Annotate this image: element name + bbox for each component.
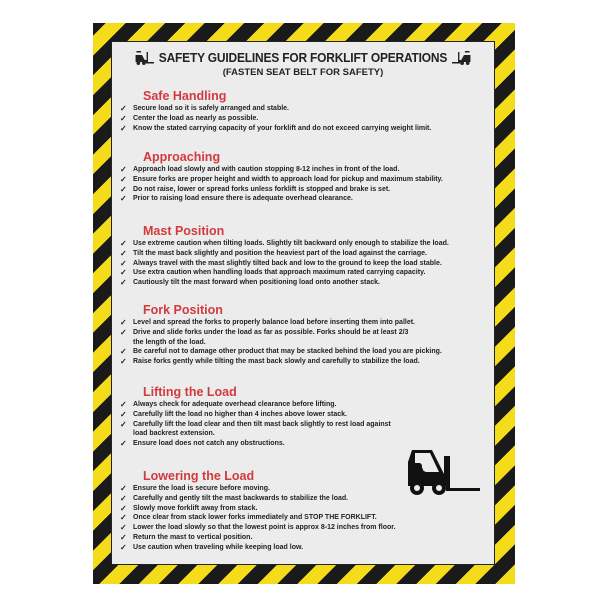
section-fork-position	[118, 303, 488, 367]
list-item-text: Return the mast to vertical position.	[133, 533, 253, 541]
list-item	[118, 400, 488, 410]
check-icon: ✓	[120, 327, 127, 337]
list-item	[118, 104, 488, 114]
list-item-text: Ensure forks are proper height and width to approach load for pickup and maximum stability.	[133, 175, 443, 183]
check-icon: ✓	[120, 409, 127, 419]
check-icon: ✓	[120, 239, 127, 248]
list-item	[118, 249, 488, 259]
list-item	[118, 410, 488, 420]
forklift-icon	[135, 51, 155, 65]
list-item-text: Once clear from stack lower forks immediately and STOP THE FORKLIFT.	[133, 514, 377, 522]
check-icon: ✓	[120, 532, 127, 542]
check-icon: ✓	[120, 268, 127, 278]
list-item-text: Level and spread the forks to properly balance load before inserting them into pallet.	[133, 319, 416, 326]
list-item-text: Carefully lift the load clear and then tilt mast back slightly to rest load against load backrest extension.	[133, 420, 391, 438]
poster-panel	[111, 41, 495, 565]
safety-poster	[93, 23, 515, 584]
check-icon: ✓	[120, 400, 127, 409]
list-item-text: Center the load as nearly as possible.	[133, 114, 259, 122]
list-item	[118, 504, 488, 514]
list-item	[118, 175, 488, 185]
list-item-text: Ensure the load is secure before moving.	[133, 485, 270, 492]
list-item	[118, 533, 488, 543]
list-item-text: Tilt the mast back slightly and position the heaviest part of the load against the carriage.	[133, 249, 427, 257]
check-icon: ✓	[120, 419, 127, 429]
check-icon: ✓	[120, 258, 127, 268]
check-icon: ✓	[120, 513, 127, 523]
checklist	[118, 104, 488, 133]
list-item-text: Always travel with the mast slightly tilted back and low to the ground to keep the load stable.	[133, 259, 442, 267]
list-item-text: Cautiously tilt the mast forward when positioning load onto another stack.	[133, 279, 380, 287]
poster-subtitle: (FASTEN SEAT BELT FOR SAFETY)	[222, 67, 384, 78]
list-item-text: Do not raise, lower or spread forks unless forklift is stopped and brake is set.	[133, 185, 391, 193]
list-item-text: Lower the load slowly so that the lowest point is approx 8-12 inches from floor.	[133, 524, 396, 532]
check-icon: ✓	[120, 184, 127, 194]
check-icon: ✓	[120, 104, 127, 113]
forklift-icon	[451, 51, 471, 65]
list-item	[118, 268, 488, 278]
check-icon: ✓	[120, 542, 127, 552]
list-item-text: Use extreme caution when tilting loads. Slightly tilt backward only enough to stabilize the load.	[133, 240, 449, 247]
list-item-text: Raise forks gently while tilting the mast back slowly and carefully to stabilize the load.	[133, 358, 420, 366]
list-item	[118, 328, 488, 348]
list-item	[118, 124, 488, 134]
section-heading: Safe Handling	[143, 89, 227, 103]
list-item-text: Prior to raising load ensure there is adequate overhead clearance.	[133, 195, 353, 203]
list-item	[118, 513, 488, 523]
list-item	[118, 318, 488, 328]
checklist	[118, 165, 488, 204]
checklist	[118, 400, 488, 449]
list-item	[118, 194, 488, 204]
check-icon: ✓	[120, 123, 127, 133]
checklist	[118, 318, 488, 367]
check-icon: ✓	[120, 503, 127, 513]
list-item-text: Secure load so it is safely arranged and stable.	[133, 105, 290, 112]
list-item-text: Carefully and gently tilt the mast backwards to stabilize the load.	[133, 494, 349, 502]
check-icon: ✓	[120, 523, 127, 533]
check-icon: ✓	[120, 318, 127, 327]
list-item	[118, 420, 488, 440]
list-item	[118, 259, 488, 269]
list-item-text: Carefully lift the load no higher than 4 inches above lower stack.	[133, 410, 347, 418]
list-item	[118, 357, 488, 367]
list-item-text: Drive and slide forks under the load as far as possible. Forks should be at least 2/3 the length of the load.	[133, 328, 409, 346]
title-text: SAFETY GUIDELINES FOR FORKLIFT OPERATIONS	[158, 50, 448, 65]
check-icon: ✓	[120, 439, 127, 449]
poster-title	[127, 50, 478, 65]
list-item-text: Always check for adequate overhead clearance before lifting.	[133, 401, 337, 408]
section-mast-position	[118, 224, 488, 288]
section-heading: Fork Position	[143, 303, 223, 317]
list-item	[118, 347, 488, 357]
check-icon: ✓	[120, 165, 127, 174]
list-item	[118, 523, 488, 533]
list-item-text: Use extra caution when handling loads that approach maximum rated carrying capacity.	[133, 269, 426, 277]
section-approaching	[118, 150, 488, 204]
list-item	[118, 239, 488, 249]
check-icon: ✓	[120, 493, 127, 503]
section-heading: Approaching	[143, 150, 221, 164]
list-item	[118, 114, 488, 124]
list-item	[118, 165, 488, 175]
list-item-text: Ensure load does not catch any obstructions.	[133, 440, 285, 448]
check-icon: ✓	[120, 248, 127, 258]
list-item-text: Use caution when traveling while keeping load low.	[133, 543, 304, 551]
list-item-text: Slowly move forklift away from stack.	[133, 504, 258, 512]
check-icon: ✓	[120, 484, 127, 493]
list-item-text: Be careful not to damage other product that may be stacked behind the load you are picking.	[133, 348, 442, 356]
check-icon: ✓	[120, 174, 127, 184]
section-heading: Mast Position	[143, 224, 225, 238]
check-icon: ✓	[120, 347, 127, 357]
section-heading: Lowering the Load	[143, 469, 255, 483]
section-safe-handling	[118, 89, 488, 133]
list-item	[118, 543, 488, 553]
list-item	[118, 185, 488, 195]
check-icon: ✓	[120, 194, 127, 204]
check-icon: ✓	[120, 357, 127, 367]
section-lifting-the-load	[118, 385, 488, 449]
checklist	[118, 239, 488, 288]
list-item-text: Approach load slowly and with caution stopping 8-12 inches in front of the load.	[133, 166, 400, 173]
section-heading: Lifting the Load	[143, 385, 237, 399]
forklift-icon	[406, 448, 482, 498]
check-icon: ✓	[120, 278, 127, 288]
check-icon: ✓	[120, 113, 127, 123]
list-item	[118, 278, 488, 288]
list-item-text: Know the stated carrying capacity of your forklift and do not exceed carrying weight limit.	[133, 124, 432, 132]
